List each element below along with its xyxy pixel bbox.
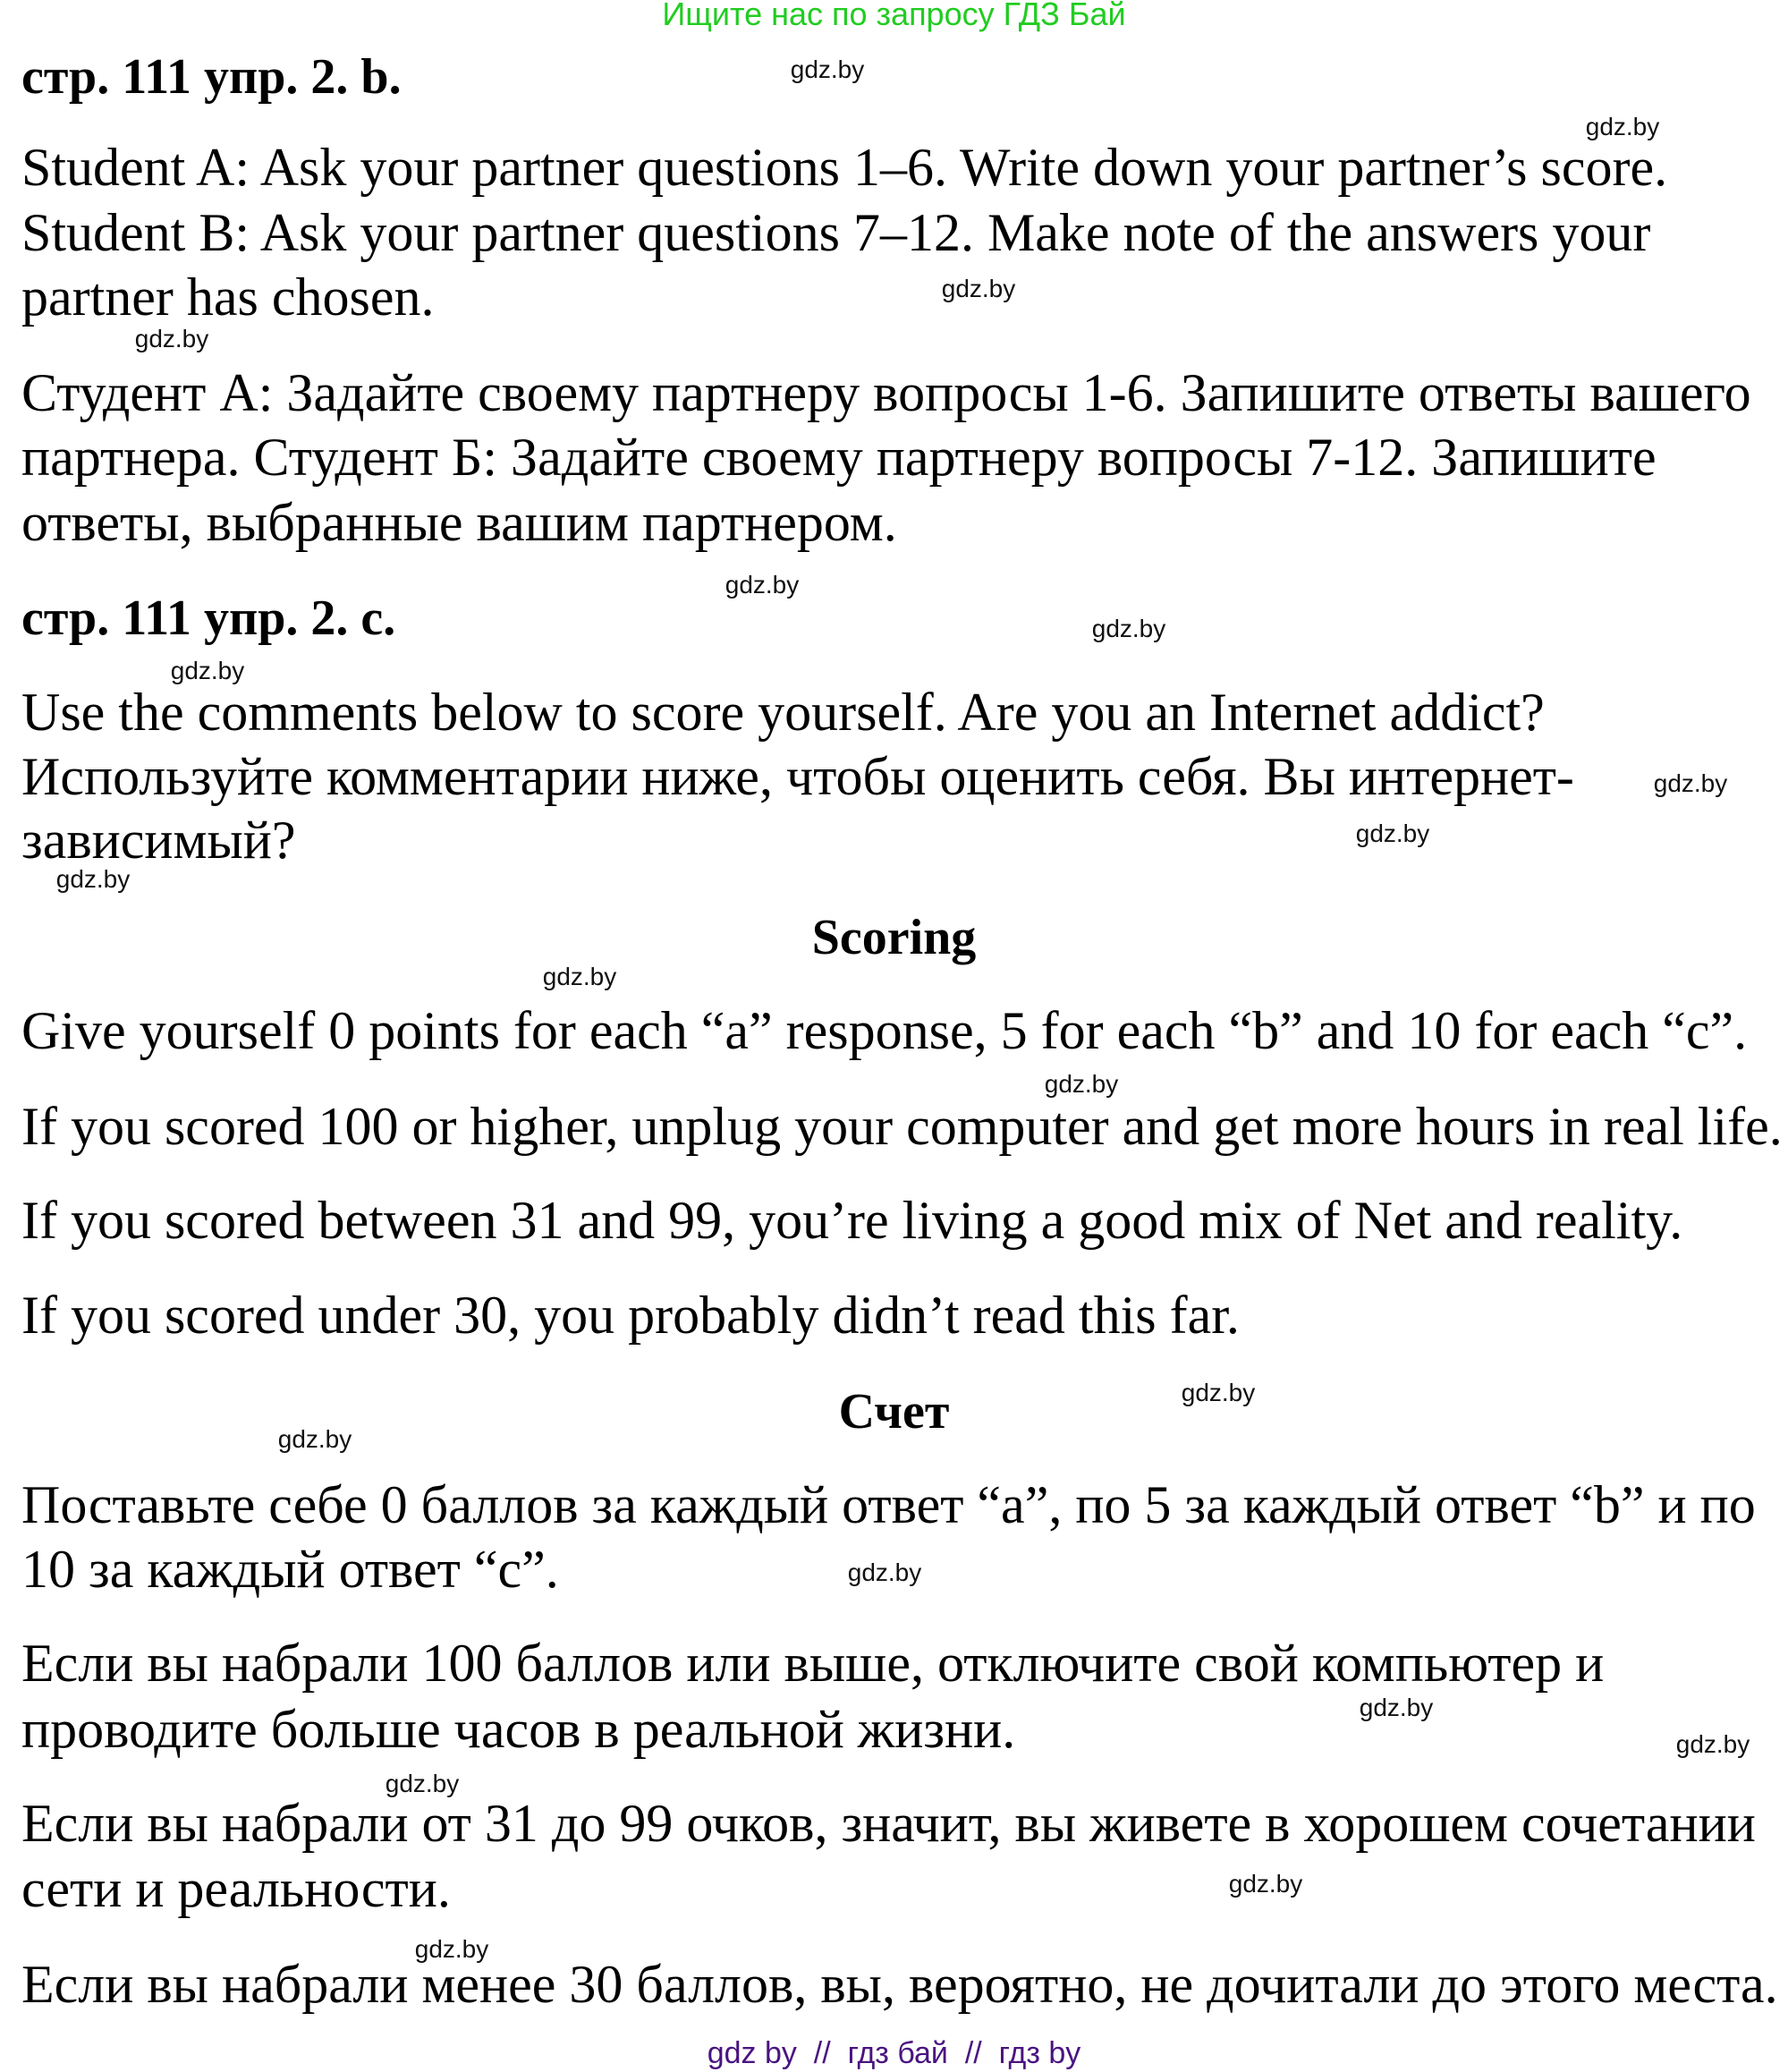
section-c-intro-ru-line-2: зависимый? [21, 811, 296, 870]
scoring-en-line-1: Give yourself 0 points for each “a” response, 5 for each “b” and 10 for each “c”. [21, 1001, 1748, 1060]
scoring-ru-line-5: Если вы набрали от 31 до 99 очков, значит, вы живете в хорошем сочетании [21, 1794, 1756, 1853]
watermark: gdz.by [1359, 1694, 1434, 1721]
watermark: gdz.by [414, 1935, 489, 1963]
scoring-en-line-2: If you scored 100 or higher, unplug your computer and get more hours in real life. [21, 1097, 1783, 1156]
scoring-ru-line-6: сети и реальности. [21, 1859, 451, 1918]
section-b-ru-line-2: партнера. Студент Б: Задайте своему партнеру вопросы 7-12. Запишите [21, 428, 1657, 487]
watermark: gdz.by [1181, 1379, 1256, 1406]
watermark: gdz.by [1228, 1870, 1303, 1898]
section-c-intro-ru-line-1: Используйте комментарии ниже, чтобы оценить себя. Вы интернет- [21, 747, 1574, 806]
scoring-en-title: Scoring [811, 910, 977, 965]
watermark: gdz.by [1044, 1070, 1119, 1098]
section-b-heading: стр. 111 упр. 2. b. [21, 49, 402, 105]
watermark: gdz.by [1675, 1730, 1750, 1758]
scoring-ru-title: Счет [838, 1384, 950, 1439]
section-b-ru-line-1: Студент А: Задайте своему партнеру вопросы 1-6. Запишите ответы вашего [21, 363, 1751, 422]
section-b-en-line-3: partner has chosen. [21, 267, 435, 327]
watermark: gdz.by [725, 571, 800, 599]
watermark: gdz.by [277, 1425, 352, 1453]
watermark: gdz.by [385, 1770, 460, 1797]
scoring-ru-line-2: 10 за каждый ответ “c”. [21, 1540, 559, 1599]
scoring-ru-line-7: Если вы набрали менее 30 баллов, вы, вероятно, не дочитали до этого места. [21, 1955, 1778, 2014]
scoring-ru-line-1: Поставьте себе 0 баллов за каждый ответ “a”, по 5 за каждый ответ “b” и по [21, 1475, 1756, 1534]
watermark: gdz.by [1585, 113, 1660, 140]
section-c-intro-en: Use the comments below to score yourself. Are you an Internet addict? [21, 683, 1545, 742]
scoring-ru-line-4: проводите больше часов в реальной жизни. [21, 1700, 1016, 1759]
section-b-ru-line-3: ответы, выбранные вашим партнером. [21, 493, 897, 552]
watermark: gdz.by [1091, 615, 1166, 642]
watermark: gdz.by [790, 55, 865, 83]
scoring-ru-line-3: Если вы набрали 100 баллов или выше, отключите свой компьютер и [21, 1634, 1605, 1693]
watermark: gdz.by [55, 865, 131, 893]
section-b-en-line-2: Student B: Ask your partner questions 7–12. Make note of the answers your [21, 203, 1651, 262]
watermark: gdz.by [1355, 819, 1430, 847]
section-b-en-line-1: Student A: Ask your partner questions 1–6. Write down your partner’s score. [21, 138, 1668, 197]
watermark: gdz.by [170, 657, 245, 684]
watermark: gdz.by [134, 325, 209, 352]
watermark: gdz.by [941, 275, 1016, 302]
watermark: gdz.by [847, 1558, 922, 1586]
scoring-en-line-3: If you scored between 31 and 99, you’re living a good mix of Net and reality. [21, 1191, 1683, 1250]
scoring-en-line-4: If you scored under 30, you probably didn’t read this far. [21, 1286, 1240, 1345]
footer-links[interactable]: gdz by // гдз бай // гдз by [707, 2036, 1081, 2070]
watermark: gdz.by [1653, 769, 1728, 797]
section-c-heading: стр. 111 упр. 2. c. [21, 590, 396, 646]
search-banner[interactable]: Ищите нас по запросу ГДЗ Бай [662, 0, 1126, 32]
watermark: gdz.by [542, 963, 617, 990]
